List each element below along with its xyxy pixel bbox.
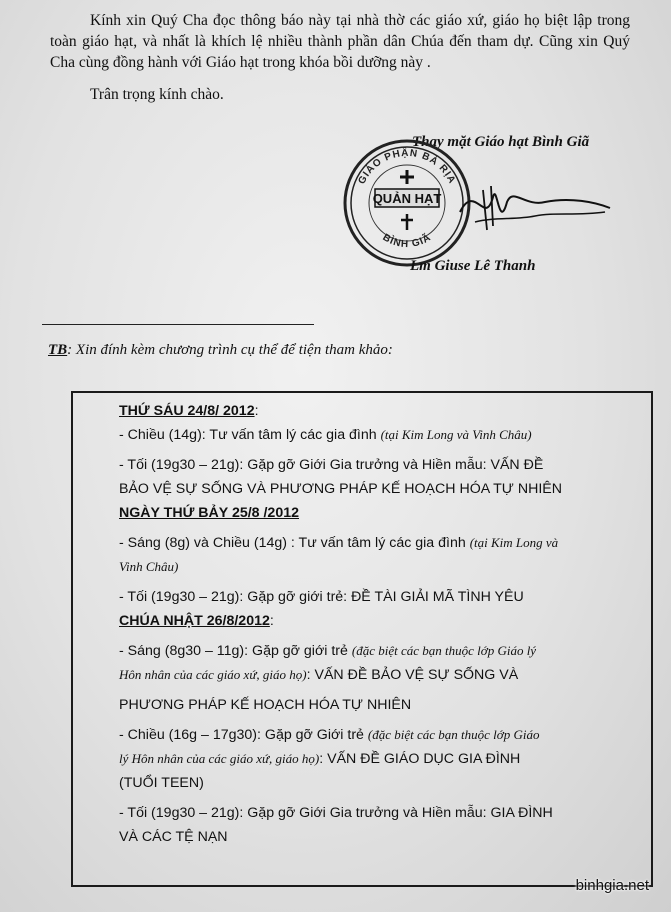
schedule-box [71,391,653,887]
day2-heading: NGÀY THỨ BẢY 25/8 /2012 [119,505,299,521]
seal-small-cross-icon [401,214,413,230]
note-text: : Xin đính kèm chương trình cụ thể để tiện tham khảo: [67,342,393,358]
day2-morning-afternoon: - Sáng (8g) và Chiều (14g) : Tư vấn tâm lý các gia đình [119,535,470,551]
handwritten-signature [455,172,615,242]
day2-location-part1: (tại Kim Long và [469,535,559,550]
day1-colon: : [254,403,259,419]
signature-title: Thay mặt Giáo hạt Bình Giã [412,134,590,150]
day1-afternoon: - Chiều (14g): Tư vấn tâm lý các gia đình [119,427,381,443]
day3-heading: CHÚA NHẬT 26/8/2012 [119,613,270,629]
schedule-line [119,747,644,771]
official-seal [340,136,474,270]
schedule-line [119,663,644,687]
day3-afternoon-note: (đặc biệt các bạn thuộc lớp Giáo [367,727,540,742]
schedule-line [119,453,644,477]
day2-evening: - Tối (19g30 – 21g): Gặp gỡ giới trẻ: ĐỀ TÀI GIẢI MÃ TÌNH YÊU [119,589,524,605]
day1-evening: - Tối (19g30 – 21g): Gặp gỡ Giới Gia trưởng và Hiền mẫu: VẤN ĐỀ [119,457,544,473]
seal-bottom-text: BÌNH GIÃ [380,232,434,251]
seal-center-text: QUẢN HẠT [372,191,442,206]
schedule-line [119,723,644,747]
day1-afternoon-location: (tại Kim Long và Vinh Châu) [380,427,532,442]
day3-afternoon-topic: : VẤN ĐỀ GIÁO DỤC GIA ĐÌNH [319,751,521,767]
day-heading [119,501,644,525]
schedule-line [119,825,644,849]
schedule-line [119,585,644,609]
day3-afternoon-note-cont: lý Hôn nhân của các giáo xứ, giáo họ) [119,751,320,766]
attachment-note [48,342,393,359]
watermark: binhgia.net [575,877,649,894]
schedule-line [119,423,644,447]
schedule-line [119,801,644,825]
day3-morning-topic: : VẤN ĐỀ BẢO VỆ SỰ SỐNG VÀ [306,667,519,683]
day1-evening-topic: BẢO VỆ SỰ SỐNG VÀ PHƯƠNG PHÁP KẾ HOẠCH HÓA TỰ NHIÊN [119,481,562,497]
signature-name: Lm Giuse Lê Thanh [410,258,536,274]
day-heading [119,609,644,633]
seal-cross-icon [400,170,414,184]
schedule-line [119,693,644,717]
schedule-line [119,531,644,555]
day2-location-part2: Vinh Châu) [119,559,179,574]
day3-afternoon: - Chiều (16g – 17g30): Gặp gỡ Giới trẻ [119,727,368,743]
intro-paragraph [50,10,630,73]
divider-line [42,324,314,325]
schedule-line [119,555,644,579]
day3-morning-topic-cont: PHƯƠNG PHÁP KẾ HOẠCH HÓA TỰ NHIÊN [119,697,412,713]
schedule-line [119,639,644,663]
day3-evening: - Tối (19g30 – 21g): Gặp gỡ Giới Gia trưởng và Hiền mẫu: GIA ĐÌNH [119,805,553,821]
greeting: Trân trọng kính chào. [90,86,224,103]
schedule-line [119,771,644,795]
schedule-line [119,477,644,501]
day3-evening-topic: VÀ CÁC TỆ NẠN [119,829,228,845]
day3-morning-note-cont: Hôn nhân của các giáo xứ, giáo họ) [119,667,307,682]
schedule-content [119,399,644,849]
seal-top-text: GIÁO PHẬN BÀ RỊA [356,147,458,187]
svg-text:BÌNH GIÃ [381,230,434,250]
day1-heading: THỨ SÁU 24/8/ 2012 [119,403,255,419]
day-heading [119,399,644,423]
intro-text: Kính xin Quý Cha đọc thông báo này tại nhà thờ các giáo xứ, giáo họ biệt lập trong toàn giáo hạt, và nhất là khích lệ nhiều thành phần dân Chúa đến tham dự. Cũng xin Quý Cha cùng đồng hành với Giáo hạt trong khóa bồi dưỡng này . [50,12,630,71]
day3-afternoon-topic-cont: (TUỔI TEEN) [119,775,204,791]
note-label: TB [48,342,68,358]
day3-colon: : [269,613,274,629]
day3-morning-note: (đặc biệt các bạn thuộc lớp Giáo lý [351,643,537,658]
day3-morning: - Sáng (8g30 – 11g): Gặp gỡ giới trẻ [119,643,352,659]
